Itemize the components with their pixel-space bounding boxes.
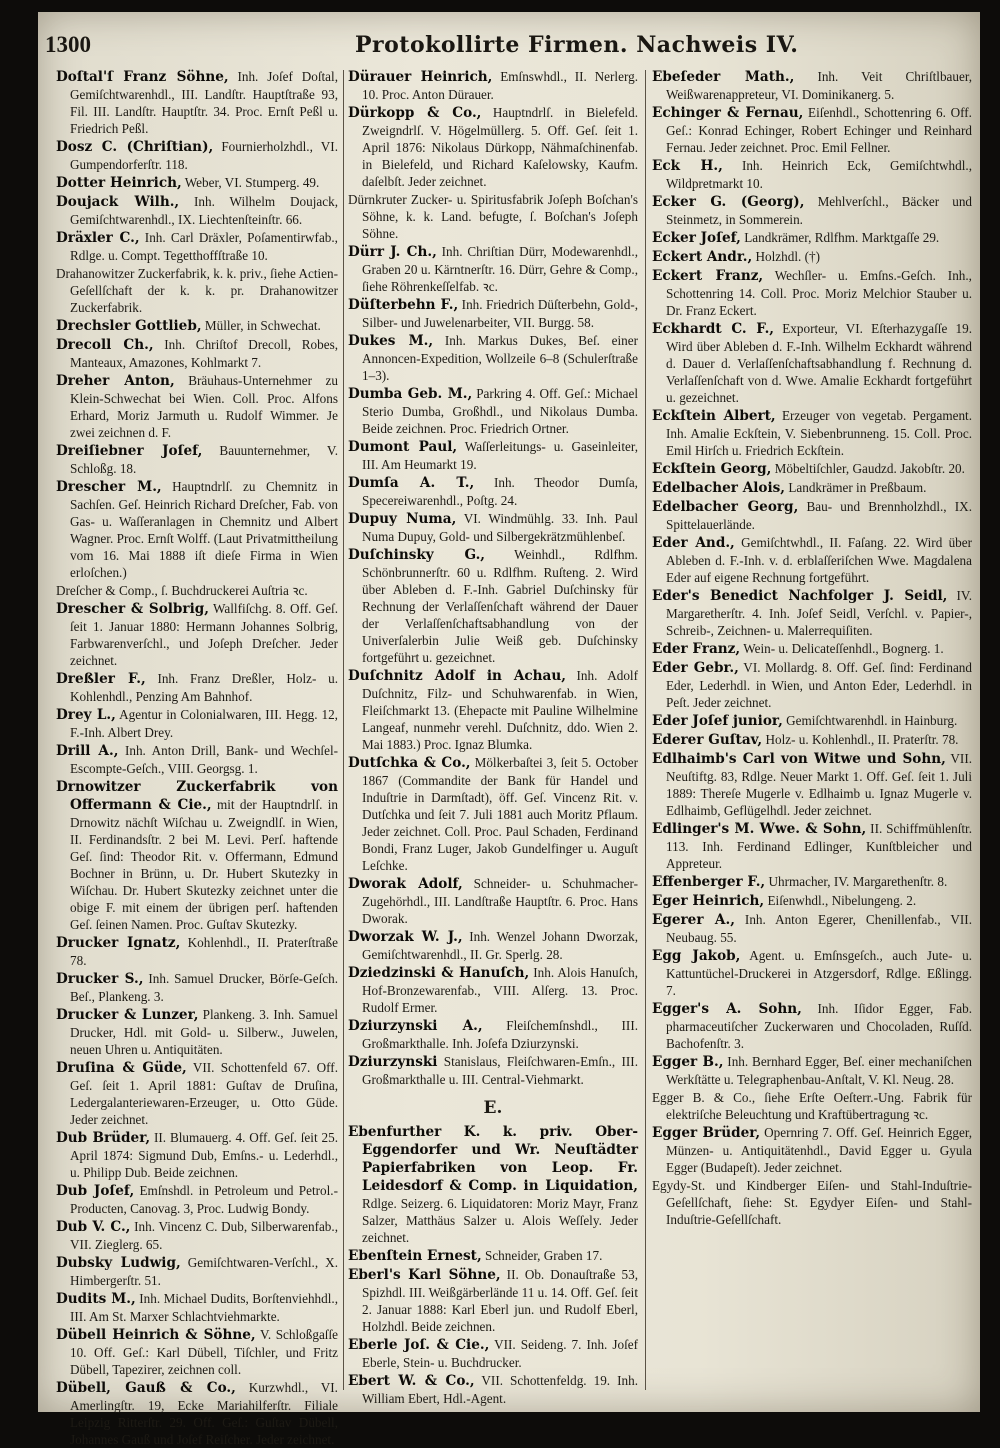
directory-entry bbox=[56, 478, 338, 581]
firm-details: Inh. Michael Dudits, Borſtenviehhdl., III. Am St. Marxer Schlachtviehmarkte. bbox=[70, 1291, 338, 1324]
firm-name: Drey L., bbox=[56, 707, 116, 723]
directory-entry bbox=[348, 1336, 638, 1371]
directory-entry bbox=[56, 68, 338, 137]
directory-entry bbox=[56, 742, 338, 777]
firm-details: Rdlge. Seizerg. 6. Liquidatoren: Moriz Mayr, Franz Salzer, Matthäus Salzer u. Alois Weſſely. Jeder zeichnet. bbox=[362, 1196, 638, 1245]
directory-entry bbox=[56, 582, 338, 599]
firm-name: Ebeſeder Math., bbox=[652, 69, 795, 85]
firm-details: VII. Schottenfeld 67. Off. Geſ. ſeit 1. April 1881: Guſtav de Druſina, Ledergalanteriewaren-Erzeuger, u. Otto Güde. Jeder zeichnet. bbox=[70, 1060, 338, 1127]
firm-details: Plankeng. 3. Inh. Samuel Drucker, Hdl. mit Gold- u. Silberw., Juwelen, neuen Uhren u. Antiquitäten. bbox=[70, 1007, 338, 1057]
firm-name: Drescher M., bbox=[56, 479, 162, 495]
firm-details: Hauptndrlſ. in Bielefeld. Zweigndrlſ. V. Högelmüllerg. 5. Off. Geſ. ſeit 1. April 1876: Nikolaus Dürkopp, Nähmaſchinenfab. in Bielefeld, und Richard Kaſelowsky, Kaufm. daſelbſt. Jeder zeichnet. bbox=[362, 105, 638, 189]
firm-details: Wein- u. Delicateſſenhdl., Bognerg. 1. bbox=[740, 641, 944, 656]
firm-details: Bräuhaus-Unternehmer zu Klein-Schwechat bei Wien. Coll. Proc. Alfons Erhard, Moriz Jarmuth u. Rudolf Wimmer. Je zwei zeichnen d. F. bbox=[70, 373, 339, 440]
directory-entry bbox=[56, 442, 338, 477]
column-middle bbox=[348, 68, 639, 1406]
firm-details: Opernring 7. Off. Geſ. Heinrich Egger, Münzen- u. Antiquitätenhdl., David Egger u. Gyula Egger (Budapeſt). Jeder zeichnet. bbox=[666, 1125, 972, 1175]
firm-name: Dumba Geb. M., bbox=[348, 386, 473, 402]
page-header bbox=[45, 26, 965, 66]
firm-name: Drecoll Ch., bbox=[56, 337, 154, 353]
directory-entry bbox=[56, 670, 338, 705]
firm-name: Dumſa A. T., bbox=[348, 475, 475, 491]
firm-details: Inh. Markus Dukes, Beſ. einer Annoncen-Expedition, Wollzeile 6–8 (Schulerſtraße 1–3). bbox=[362, 333, 639, 383]
firm-name: Eckhardt C. F., bbox=[652, 321, 775, 337]
firm-name: Duſchinsky G., bbox=[348, 547, 486, 563]
directory-entry bbox=[56, 970, 338, 1005]
firm-name: Egg Jakob, bbox=[652, 948, 741, 964]
firm-name: Dürauer Heinrich, bbox=[348, 69, 493, 85]
firm-name: Dubsky Ludwig, bbox=[56, 1255, 181, 1271]
firm-details: Bau- und Brennholzhdl., IX. Spittelauerlände. bbox=[666, 499, 972, 532]
firm-details: Inh. Anton Egerer, Chenillenfab., VII. Neubaug. 55. bbox=[666, 912, 972, 945]
firm-name: Egger's A. Sohn, bbox=[652, 1001, 802, 1017]
directory-entry bbox=[348, 964, 638, 1016]
firm-details: Weinhdl., Rdlfhm. Schönbrunnerſtr. 60 u. Rdlfhm. Ruſteng. 2. Wird über Ableben d. F.-Inh. Gabriel Duſchinsky für Rechnung der Verlaſſenſchaft während der Dauer der Verlaſſenſchaftsabhandlung von der Univerſalerbin Julie Weiß geb. Duſchinsky fortgeführt u. gezeichnet. bbox=[362, 547, 638, 665]
firm-name: Dziurzynski A., bbox=[348, 1018, 483, 1034]
directory-entry bbox=[56, 1254, 338, 1289]
firm-details: Inh. Samuel Drucker, Börſe-Geſch. Beſ., Plankeng. 3. bbox=[70, 971, 338, 1004]
firm-details: II. Ob. Donauſtraße 53, Spizhdl. III. Weißgärberlände 11 u. 14. Off. Geſ. ſeit 2. Januar 1888: Karl Eberl jun. und Rudolf Eberl, Holzhdl. Beide zeichnen. bbox=[362, 1267, 638, 1334]
firm-details: Inh. Franz Dreßler, Holz- u. Kohlenhdl., Penzing Am Bahnhof. bbox=[70, 671, 338, 704]
firm-details: Eiſenhdl., Schottenring 6. Off. Geſ.: Konrad Echinger, Robert Echinger und Reinhard Fernau. Jeder zeichnet. Proc. Emil Fellner. bbox=[666, 105, 972, 155]
firm-details: Inh. Alois Hanuſch, Hof-Bronzewarenfab., VIII. Alſerg. 13. Proc. Rudolf Ermer. bbox=[362, 965, 638, 1015]
firm-details: Kohlenhdl., II. Praterſtraße 78. bbox=[70, 935, 339, 968]
firm-details: Gemiſchtwaren-Verſchl., X. Himbergerſtr. 51. bbox=[70, 1255, 338, 1288]
firm-details: Mölkerbaſtei 3, ſeit 5. October 1867 (Commandite der Bank für Handel und Induſtrie in Darmſtadt), öff. Geſ. Vincenz Rit. v. Dutſchka und ſeit 7. Juli 1881 auch Moritz Pflaum. Jeder zeichnet. Coll. Proc. Paul Schaden, Ferdinand Bondi, Franz Luger, Jakob Gundelfinger u. Auguſt Leſchke. bbox=[362, 755, 638, 873]
directory-entry bbox=[56, 1006, 338, 1058]
firm-details: Wallfiſchg. 8. Off. Geſ. ſeit 1. Januar 1880: Hermann Johannes Solbrig, Farbwarenverſchl., und Joſeph Dreſcher. Jeder zeichnet. bbox=[70, 601, 339, 668]
directory-entry bbox=[348, 1266, 638, 1335]
directory-entry bbox=[348, 546, 638, 666]
firm-details: V. Schloßgaſſe 10. Off. Geſ.: Karl Dübell, Tiſchler, und Fritz Dübell, Tapezirer, zeichnen coll. bbox=[70, 1327, 338, 1377]
directory-entry bbox=[348, 754, 638, 874]
directory-entry bbox=[348, 875, 638, 927]
firm-details: Landkrämer, Rdlfhm. Marktgaſſe 29. bbox=[740, 230, 940, 245]
firm-details: Inh. Vincenz C. Dub, Silberwarenfab., VII. Zieglerg. 65. bbox=[70, 1219, 338, 1252]
firm-name: Eckſtein Georg, bbox=[652, 461, 772, 477]
firm-details: Inh. Chriſtof Drecoll, Robes, Manteaux, Amazones, Kohlmarkt 7. bbox=[70, 337, 339, 370]
firm-details: Drahanowitzer Zuckerfabrik, k. k. priv., ſiehe Actien-Geſellſchaft der k. k. pr. Drahanowitzer Zuckerfabrik. bbox=[56, 266, 338, 315]
firm-name: Ederer Guſtav, bbox=[652, 732, 763, 748]
firm-details: VI. Windmühlg. 33. Inh. Paul Numa Dupuy, Gold- und Silbergekrätzmühlenbeſ. bbox=[362, 511, 638, 544]
firm-details: Emſnshdl. in Petroleum und Petrol.-Producten, Canovag. 3, Proc. Ludwig Bondy. bbox=[70, 1183, 338, 1216]
firm-name: Eck H., bbox=[652, 158, 723, 174]
firm-details: Inh. Joſef Doſtal, Gemiſchtwarenhdl., III. Landſtr. Hauptſtraße 93, Fil. III. Landſtr. Hauptſtr. 34. Proc. Ernſt Peßl u. Friedrich Peßl. bbox=[70, 69, 338, 136]
directory-entry bbox=[652, 320, 972, 406]
directory-entry bbox=[652, 1124, 972, 1176]
firm-details: Schneider- u. Schuhmacher-Zugehörhdl., III. Landſtraße Hauptſtr. 6. Proc. Hans Dworak. bbox=[362, 876, 638, 926]
firm-details: Waſſerleitungs- u. Gaseinleiter, III. Am Heumarkt 19. bbox=[362, 439, 638, 472]
firm-name: Ecker Joſef, bbox=[652, 230, 741, 246]
directory-entry bbox=[56, 229, 338, 264]
directory-entry bbox=[56, 265, 338, 316]
firm-name: Dreßler F., bbox=[56, 671, 146, 687]
firm-name: Eder Gebr., bbox=[652, 660, 739, 676]
directory-entry bbox=[56, 1182, 338, 1217]
directory-entry bbox=[652, 947, 972, 999]
directory-entry bbox=[652, 820, 972, 872]
directory-entry bbox=[56, 138, 338, 173]
firm-name: Effenberger F., bbox=[652, 874, 766, 890]
firm-name: Edelbacher Alois, bbox=[652, 480, 786, 496]
firm-details: Dreſcher & Comp., ſ. Buchdruckerei Auſtria ꝛc. bbox=[56, 583, 308, 598]
directory-entry bbox=[348, 1017, 638, 1052]
firm-details: Holz- u. Kohlenhdl., II. Praterſtr. 78. bbox=[762, 732, 959, 747]
firm-details: Gemiſchtwarenhdl. in Hainburg. bbox=[782, 713, 958, 728]
directory-entry bbox=[652, 407, 972, 459]
directory-entry bbox=[56, 1326, 338, 1378]
firm-name: Eckert Andr., bbox=[652, 249, 753, 265]
firm-details: II. Schiffmühlenſtr. 113. Inh. Ferdinand Edlinger, Kunſtbleicher und Appreteur. bbox=[666, 821, 972, 871]
firm-name: Egger Brüder, bbox=[652, 1125, 761, 1141]
firm-details: Inh. Adolf Duſchnitz, Filz- und Schuhwarenfab. in Wien, Fleiſchmarkt 13. (Ehepacte mit Pauline Wilhelmine Langeaf, nunmehr verehl. Duſchnitz, ddo. Wien 2. Mai 1883.) Proc. Ignaz Blumka. bbox=[362, 668, 638, 752]
firm-details: IV. Margaretherſtr. 4. Inh. Joſef Seidl, Verſchl. v. Papier-, Schreib-, Zeichnen- u. Malerrequiſiten. bbox=[666, 588, 973, 638]
column-right bbox=[652, 68, 972, 1398]
firm-name: Drill A., bbox=[56, 743, 119, 759]
firm-details: Kurzwhdl., VI. Amerlingſtr. 19, Ecke Mariahilferſtr. Filiale Leipzig Ritterſtr. 29. Off. Geſ.: Guſtav Dübell, Johannes Gauß und Joſef Reiſcher. Jeder zeichnet. bbox=[70, 1380, 338, 1447]
directory-entry bbox=[652, 1089, 972, 1123]
firm-name: Drucker & Lunzer, bbox=[56, 1007, 199, 1023]
firm-details: Exporteur, VI. Eſterhazygaſſe 19. Wird über Ableben d. F.-Inh. Wilhelm Eckhardt während d. Dauer d. Verlaſſenſchaftsabhandlung f. Rechnung d. Verlaſſenſchaft von d. Wwe. Amalie Eckhardt fortgeführt u. gezeichnet. bbox=[666, 321, 972, 405]
directory-entry bbox=[348, 296, 638, 331]
firm-name: Dupuy Numa, bbox=[348, 511, 457, 527]
firm-details: Inh. Veit Chriſtlbauer, Weißwarenappreteur, VI. Dominikanerg. 5. bbox=[666, 69, 972, 102]
firm-name: Dutſchka & Co., bbox=[348, 755, 471, 771]
firm-details: Agent. u. Emſnsgeſch., auch Jute- u. Kattuntüchel-Druckerei in Atzgersdorf, Rdlge. Eßlingg. 7. bbox=[666, 948, 972, 998]
firm-details: Wechſler- u. Emſns.-Geſch. Inh., Schottenring 14. Coll. Proc. Moriz Melchior Stauber u. Dr. Franz Eckert. bbox=[666, 268, 972, 318]
firm-details: Inh. Heinrich Eck, Gemiſchtwhdl., Wildpretmarkt 10. bbox=[666, 158, 972, 191]
firm-name: Ecker G. (Georg), bbox=[652, 194, 805, 210]
page-number: 1300 bbox=[45, 32, 91, 57]
firm-details: Dürnkruter Zucker- u. Spiritusfabrik Joſeph Boſchan's Söhne, k. k. Land. befugte, ſ. Boſchan's Joſeph Söhne. bbox=[348, 192, 638, 241]
firm-name: Ebert W. & Co., bbox=[348, 1373, 475, 1389]
directory-entry bbox=[652, 640, 972, 658]
firm-name: Dziurzynski bbox=[348, 1054, 438, 1070]
directory-entry bbox=[348, 1123, 638, 1246]
firm-details: Uhrmacher, IV. Margarethenſtr. 8. bbox=[765, 874, 948, 889]
firm-details: Schneider, Graben 17. bbox=[481, 1248, 603, 1263]
firm-details: Parkring 4. Off. Geſ.: Michael Sterio Dumba, Großhdl., und Nikolaus Dumba. Beide zeichnen. Proc. Friedrich Ortner. bbox=[362, 386, 638, 436]
directory-entry bbox=[348, 667, 638, 753]
directory-entry bbox=[56, 1290, 338, 1325]
directory-entry bbox=[56, 934, 338, 969]
firm-name: Dübell, Gauß & Co., bbox=[56, 1380, 236, 1396]
firm-name: Doujack Wilh., bbox=[56, 194, 180, 210]
firm-details: Inh. Wenzel Johann Dworzak, Gemiſchtwarenhdl., II. Gr. Sperlg. 28. bbox=[362, 929, 638, 962]
firm-details: Inh. Carl Dräxler, Poſamentirwfab., Rdlge. u. Compt. Tegetthoffſtraße 10. bbox=[70, 230, 338, 263]
directory-entry bbox=[348, 1053, 638, 1088]
directory-entry bbox=[56, 600, 338, 669]
firm-details: Inh. Bernhard Egger, Beſ. einer mechaniſchen Werkſtätte u. Telegraphenbau-Anſtalt, V. Kl. Neug. 28. bbox=[666, 1054, 972, 1087]
directory-entry bbox=[56, 1059, 338, 1128]
directory-entry bbox=[652, 479, 972, 497]
firm-name: Dosz C. (Chriſtian), bbox=[56, 139, 214, 155]
directory-entry bbox=[56, 317, 338, 335]
firm-details: Stanislaus, Fleiſchwaren-Emſn., III. Großmarkthalle u. III. Central-Viehmarkt. bbox=[362, 1054, 638, 1087]
directory-entry bbox=[652, 659, 972, 711]
firm-name: Duſchnitz Adolf in Achau, bbox=[348, 668, 566, 684]
firm-name: Dworzak W. J., bbox=[348, 929, 463, 945]
directory-entry bbox=[652, 267, 972, 319]
directory-entry bbox=[56, 1379, 338, 1448]
firm-name: Edlinger's M. Wwe. & Sohn, bbox=[652, 821, 867, 837]
firm-details: II. Blumauerg. 4. Off. Geſ. ſeit 25. April 1874: Sigmund Dub, Emſns.- u. Lederhdl., u. Philipp Dub. Beide zeichnen. bbox=[70, 1130, 338, 1180]
firm-details: Weber, VI. Stumperg. 49. bbox=[181, 175, 320, 190]
directory-entry bbox=[56, 1129, 338, 1181]
firm-name: Eckert Franz, bbox=[652, 268, 764, 284]
directory-entry bbox=[348, 510, 638, 545]
firm-details: Möbeltiſchler, Gaudzd. Jakobſtr. 20. bbox=[771, 461, 965, 476]
directory-entry bbox=[652, 892, 972, 910]
directory-entry bbox=[652, 229, 972, 247]
directory-entry bbox=[348, 243, 638, 295]
firm-name: Edelbacher Georg, bbox=[652, 499, 799, 515]
firm-details: mit der Hauptndrlſ. in Drnowitz nächſt Wiſchau u. Zweigndlſ. in Wien, II. Ferdinandsſtr. 2 bei M. Levi. Perſ. haftende Geſ. ſind: Theodor Rit. v. Offermann, Edmund Bochner in Brünn, u. Dr. Hubert Skutezky in Wiſchau. Dr. Hubert Skutezky zeichnet unter die obige F. mit einem der übrigen perſ. haftenden Geſ. ſeinen Namen. Proc. Guſtav Skutezky. bbox=[70, 797, 338, 932]
firm-details: VII. Neuſtiftg. 83, Rdlge. Neuer Markt 1. Off. Geſ. ſeit 1. Juli 1889: Thereſe Mugerle v. Edlhaimb u. Ignaz Mugerle v. Edlhaimb, Geflügelhdl. Jeder zeichnet. bbox=[666, 751, 973, 818]
firm-name: Egerer A., bbox=[652, 912, 735, 928]
firm-name: Dub Brüder, bbox=[56, 1130, 151, 1146]
firm-name: Ebenſtein Ernest, bbox=[348, 1248, 482, 1264]
firm-name: Dotter Heinrich, bbox=[56, 175, 182, 191]
firm-details: VII. Schottenfeldg. 19. Inh. William Ebert, Hdl.-Agent. bbox=[362, 1373, 639, 1406]
firm-name: Dreiſiebner Joſef, bbox=[56, 443, 203, 459]
firm-details: Bauunternehmer, V. Schloßg. 18. bbox=[70, 443, 339, 476]
firm-name: Drucker Ignatz, bbox=[56, 935, 181, 951]
directory-entry bbox=[348, 1372, 638, 1407]
firm-details: Holzhdl. (†) bbox=[752, 249, 820, 264]
firm-name: Eckſtein Albert, bbox=[652, 408, 776, 424]
firm-name: Dräxler C., bbox=[56, 230, 140, 246]
directory-entry bbox=[348, 332, 638, 384]
firm-details: VI. Mollardg. 8. Off. Geſ. ſind: Ferdinand Eder, Lederhdl. in Wien, und Anton Eder, Lederhdl. in Peſt. Jeder zeichnet. bbox=[666, 660, 972, 710]
directory-entry bbox=[652, 1053, 972, 1088]
directory-entry bbox=[652, 460, 972, 478]
firm-name: Eder's Benedict Nachfolger J. Seidl, bbox=[652, 588, 948, 604]
firm-name: Eger Heinrich, bbox=[652, 893, 765, 909]
firm-name: Dürr J. Ch., bbox=[348, 244, 437, 260]
firm-name: Dziedzinski & Hanuſch, bbox=[348, 965, 530, 981]
directory-entry bbox=[348, 928, 638, 963]
firm-name: Dreher Anton, bbox=[56, 373, 175, 389]
firm-details: Inh. Wilhelm Doujack, Gemiſchtwarenhdl., IX. Liechtenſteinſtr. 66. bbox=[70, 194, 338, 227]
firm-details: Müller, in Schwechat. bbox=[201, 318, 321, 333]
firm-details: Emſnswhdl., II. Nerlerg. 10. Proc. Anton Dürauer. bbox=[362, 69, 638, 102]
firm-name: Drucker S., bbox=[56, 971, 144, 987]
column-divider bbox=[645, 70, 646, 1390]
directory-entry bbox=[652, 104, 972, 156]
firm-name: Drnowitzer Zuckerfabrik von Offermann & Cie., bbox=[56, 779, 338, 813]
firm-details: Egger B. & Co., ſiehe Erſte Oeſterr.-Ung. Fabrik für elektriſche Beleuchtung und Kraftübertragung ꝛc. bbox=[652, 1090, 972, 1122]
directory-entry bbox=[348, 191, 638, 242]
directory-entry bbox=[652, 157, 972, 192]
firm-name: Dukes M., bbox=[348, 333, 434, 349]
firm-name: Düſterbehn F., bbox=[348, 297, 459, 313]
directory-entry bbox=[56, 193, 338, 228]
directory-entry bbox=[56, 174, 338, 192]
firm-name: Dudits M., bbox=[56, 1291, 136, 1307]
firm-name: Eder Joſef junior, bbox=[652, 713, 783, 729]
firm-name: Dub V. C., bbox=[56, 1219, 131, 1235]
firm-name: Eberl's Karl Söhne, bbox=[348, 1267, 501, 1283]
firm-name: Echinger & Fernau, bbox=[652, 105, 804, 121]
firm-name: Dumont Paul, bbox=[348, 439, 458, 455]
firm-details: Inh. Chriſtian Dürr, Modewarenhdl., Graben 20 u. Kärntnerſtr. 16. Dürr, Gehre & Comp., ſiehe Röhrenkeſſelfab. ꝛc. bbox=[362, 244, 638, 294]
firm-name: Druſina & Güde, bbox=[56, 1060, 187, 1076]
directory-entry bbox=[652, 498, 972, 533]
firm-name: Egger B., bbox=[652, 1054, 724, 1070]
column-divider bbox=[343, 70, 344, 1390]
firm-details: VII. Seideng. 7. Inh. Joſef Eberle, Stein- u. Buchdrucker. bbox=[362, 1337, 638, 1370]
directory-entry bbox=[348, 68, 638, 103]
firm-name: Eder And., bbox=[652, 535, 735, 551]
firm-name: Dworak Adolf, bbox=[348, 876, 463, 892]
directory-entry bbox=[652, 193, 972, 228]
firm-details: Egydy-St. und Kindberger Eiſen- und Stahl-Induſtrie-Geſellſchaft, ſiehe: St. Egydyer Eiſen- und Stahl-Induſtrie-Geſellſchaft. bbox=[652, 1178, 972, 1227]
page-title: Protokollirte Firmen. Nachweis IV. bbox=[355, 32, 799, 58]
firm-name: Edlhaimb's Carl von Witwe und Sohn, bbox=[652, 751, 946, 767]
section-letter: E. bbox=[483, 1098, 503, 1118]
directory-entry bbox=[652, 1177, 972, 1228]
directory-entry bbox=[652, 534, 972, 586]
firm-details: Inh. Friedrich Düſterbehn, Gold-, Silber- und Juwelenarbeiter, VII. Burgg. 58. bbox=[362, 297, 639, 330]
directory-entry bbox=[348, 1247, 638, 1265]
firm-details: Inh. Theodor Dumſa, Specereiwarenhdl., Poſtg. 24. bbox=[362, 475, 638, 508]
column-left bbox=[56, 68, 339, 1447]
directory-entry bbox=[652, 873, 972, 891]
firm-name: Drescher & Solbrig, bbox=[56, 601, 209, 617]
firm-details: Inh. Iſidor Egger, Fab. pharmaceutiſcher Zuckerwaren und Chocoladen, Ruſſd. Bachofenſtr. 3. bbox=[666, 1001, 973, 1051]
firm-details: Hauptndrlſ. zu Chemnitz in Sachſen. Geſ. Heinrich Richard Dreſcher, Fab. von Gas- u. Waſſeranlagen in Chemnitz und Albert Wagner. Proc. Ernſt Wolff. (Laut Privatmittheilung vom 16. Mai 1888 iſt dieſe Firma in Wien erloſchen.) bbox=[70, 479, 338, 580]
directory-entry bbox=[652, 731, 972, 749]
firm-details: Erzeuger von vegetab. Pergament. Inh. Amalie Eckſtein, V. Siebenbrunneng. 15. Coll. Proc. Emil Hirſch u. Friedrich Eckſtein. bbox=[666, 408, 973, 458]
directory-entry bbox=[348, 104, 638, 190]
directory-entry bbox=[56, 778, 338, 933]
directory-entry bbox=[348, 474, 638, 509]
directory-entry bbox=[652, 1000, 972, 1052]
firm-details: Eiſenwhdl., Nibelungeng. 2. bbox=[764, 893, 917, 908]
directory-entry bbox=[56, 372, 338, 441]
firm-details: Fleiſchemſnshdl., III. Großmarkthalle. Inh. Joſefa Dziurzynski. bbox=[362, 1018, 639, 1051]
directory-entry bbox=[56, 336, 338, 371]
directory-entry bbox=[56, 706, 338, 741]
directory-entry bbox=[56, 1218, 338, 1253]
firm-name: Eder Franz, bbox=[652, 641, 741, 657]
firm-details: Landkrämer in Preßbaum. bbox=[785, 480, 927, 495]
firm-name: Eberle Joſ. & Cie., bbox=[348, 1337, 490, 1353]
firm-details: Mehlverſchl., Bäcker und Steinmetz, in Sommerein. bbox=[666, 194, 973, 227]
directory-entry bbox=[652, 712, 972, 730]
directory-entry bbox=[652, 587, 972, 639]
directory-entry bbox=[348, 438, 638, 473]
firm-name: Dub Joſef, bbox=[56, 1183, 135, 1199]
firm-name: Dübell Heinrich & Söhne, bbox=[56, 1327, 256, 1343]
directory-entry bbox=[652, 248, 972, 266]
firm-name: Dürkopp & Co., bbox=[348, 105, 482, 121]
firm-name: Drechsler Gottlieb, bbox=[56, 318, 202, 334]
firm-details: Gemiſchtwhdl., II. Faſang. 22. Wird über Ableben d. F.-Inh. v. d. erblaſſeriſchen Wwe. Magdalena Eder auf eigene Rechnung fortgeführt. bbox=[666, 535, 973, 585]
directory-entry bbox=[348, 385, 638, 437]
firm-details: Fournierholzhdl., VI. Gumpendorferſtr. 118. bbox=[70, 139, 338, 172]
directory-entry bbox=[652, 68, 972, 103]
firm-details: Inh. Anton Drill, Bank- und Wechſel-Escompte-Geſch., VIII. Georgsg. 1. bbox=[70, 743, 339, 776]
firm-name: Doſtal'ſ Franz Söhne, bbox=[56, 69, 229, 85]
firm-name: Ebenfurther K. k. priv. Ober-Eggendorfer und Wr. Neuſtädter Papierfabriken von Leop. Fr. Leidesdorf & Comp. in Liquidation, bbox=[348, 1124, 638, 1194]
firm-details: Agentur in Colonialwaren, III. Hegg. 12, F.-Inh. Albert Drey. bbox=[70, 707, 338, 740]
directory-entry bbox=[652, 911, 972, 946]
directory-entry bbox=[652, 750, 972, 819]
